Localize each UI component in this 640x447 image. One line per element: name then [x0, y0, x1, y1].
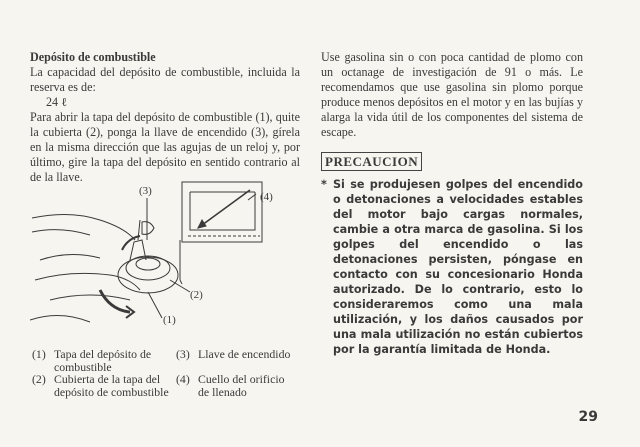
callout-3: (3)	[139, 185, 152, 197]
right-column	[321, 50, 583, 357]
legend-item-4: (4) Cuello del orificio de llenado	[176, 372, 285, 399]
fuel-cap-illustration	[30, 180, 300, 350]
precaution-text: Si se produjesen golpes del encendido o detonaciones a velocidades estables del motor bajo cargas normales, cambie a otra marca de gasolina. Si los golpes del encendido o las detonaciones persisten, póngase en contacto con su concesionario Honda autorizado. De lo contrario, esto lo consideraremos como una mala utilización, y los daños causados por una mala utilización no están cubiertos por la garantía limitada de Honda.	[333, 178, 583, 356]
precaution-text-block	[321, 177, 583, 357]
callout-1: (1)	[163, 314, 176, 326]
warning-star-icon: *	[321, 178, 327, 191]
legend-item-1: (1) Tapa del depósito de combustible	[32, 347, 152, 374]
callout-4: (4)	[260, 191, 273, 203]
section-heading: Depósito de combustible	[30, 50, 156, 64]
legend-item-3: (3) Llave de encendido	[176, 347, 291, 361]
reserve-value: 24 ℓ	[46, 95, 67, 109]
capacity-text: La capacidad del depósito de combustible, incluida la reserva es de:	[30, 65, 300, 94]
legend-item-2: (2) Cubierta de la tapa del depósito de combustible	[32, 372, 169, 399]
fuel-recommendation-text: Use gasolina sin o con poca cantidad de plomo con un octanage de investigación de 91 o más. Le recomendamos que use gasolina sin plomo porque produce menos depósitos en el motor y en las bujías y alarga la vida útil de los componentes del sistema de escape.	[321, 50, 583, 139]
page-number: 29	[578, 409, 598, 425]
precaution-title: PRECAUCION	[321, 152, 422, 171]
instructions-text: Para abrir la tapa del depósito de combustible (1), quite la cubierta (2), ponga la llave de encendido (3), gírela en la misma dirección que las agujas de un reloj y, por último, gire la tapa del depósito en sentido contrario al de la llave.	[30, 110, 300, 184]
callout-2: (2)	[190, 289, 203, 301]
left-column	[30, 50, 300, 185]
